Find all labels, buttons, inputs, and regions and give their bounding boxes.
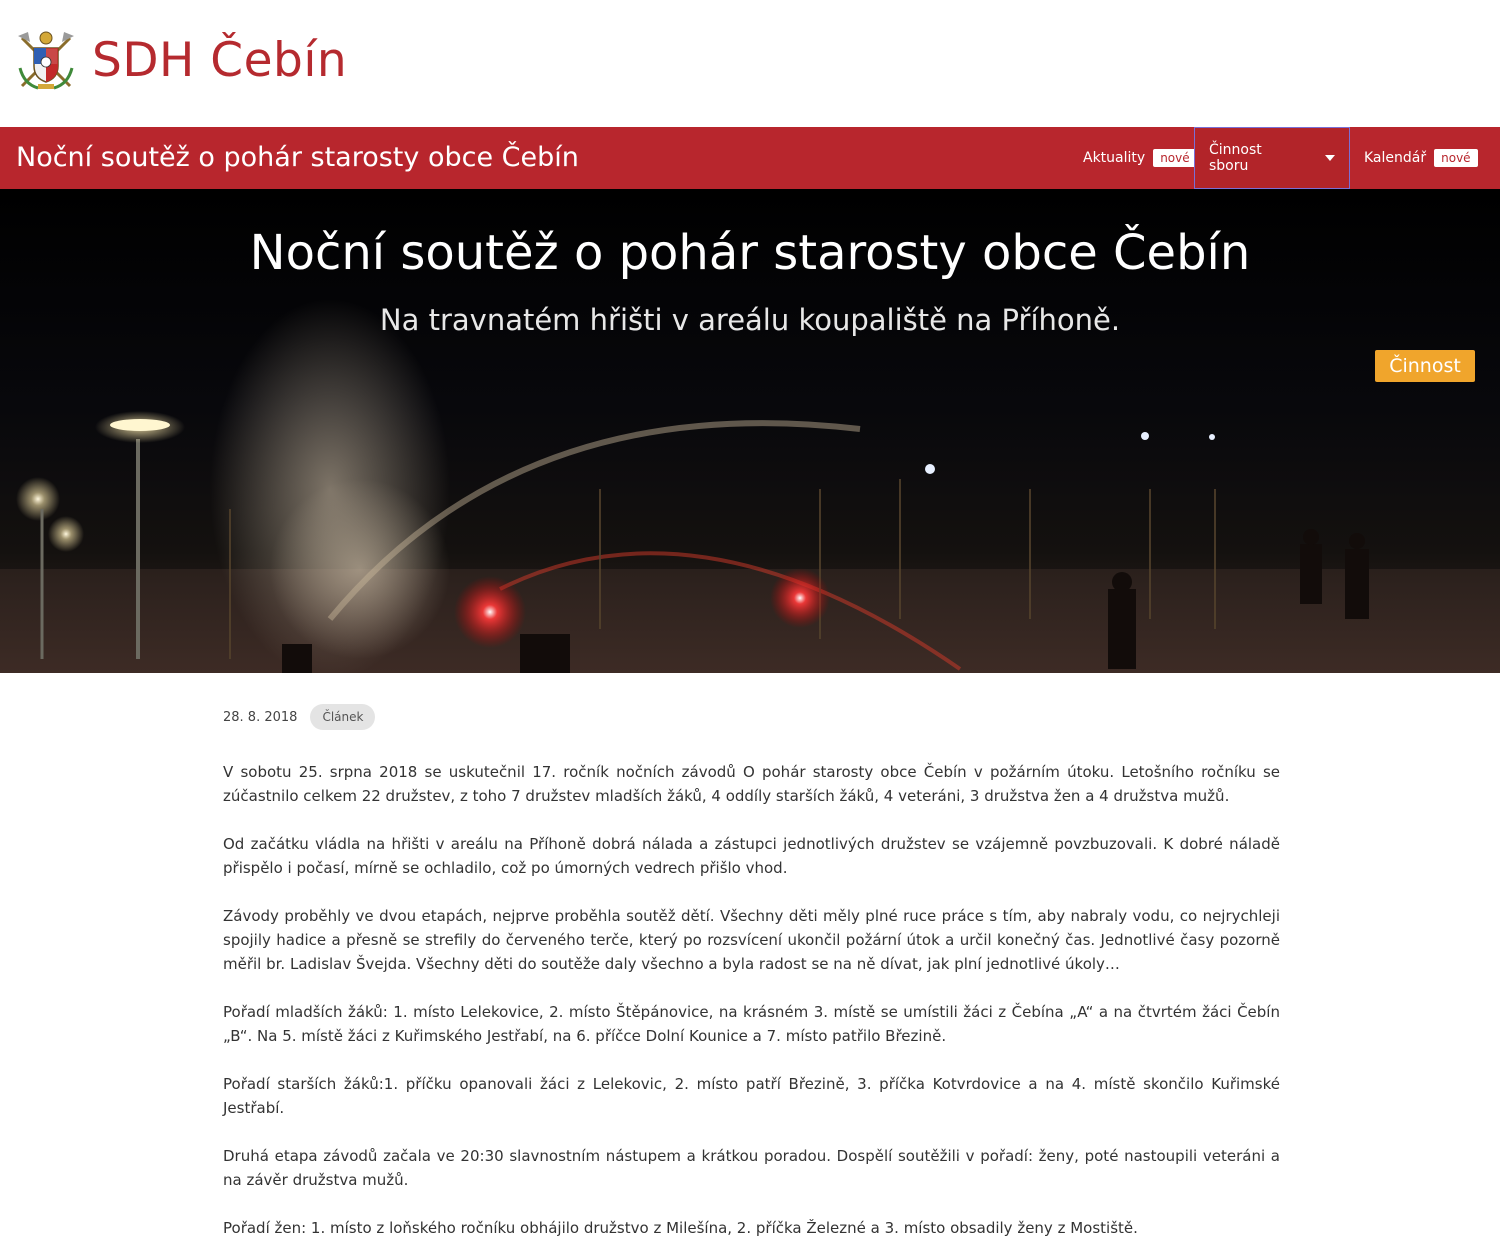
nav-item-label: Aktuality	[1083, 150, 1146, 166]
navbar-page-title: Noční soutěž o pohár starosty obce Čebín	[16, 142, 579, 173]
article-paragraph: Od začátku vládla na hřišti v areálu na Příhoně dobrá nálada a zástupci jednotlivých družstev se vzájemně povzbuzovali. K dobré náladě přispělo i počasí, mírně se ochladilo, což po úmorných vedrech přišlo vhod.	[223, 835, 1280, 877]
site-logo-link[interactable]	[14, 28, 347, 92]
article-date: 28. 8. 2018	[223, 709, 298, 725]
article-type-badge: Článek	[310, 704, 375, 730]
article-paragraph: Pořadí mladších žáků: 1. místo Lelekovice, 2. místo Štěpánovice, na krásném 3. místě se umístili žáci z Čebína „A“ a na čtvrtém žáci Čebín „B“. Na 5. místě žáci z Kuřimského Jestřabí, na 6. příčce Dolní Kounice a 7. místo patřilo Březině.	[223, 1003, 1280, 1045]
article-paragraph: Pořadí starších žáků:1. příčku opanovali žáci z Lelekovic, 2. místo patří Březině, 3. příčka Kotvrdovice a na 4. místě skončilo Kuřimské Jestřabí.	[223, 1075, 1280, 1117]
site-header	[0, 0, 1500, 127]
article-paragraph: Závody proběhly ve dvou etapách, nejprve proběhla soutěž dětí. Všechny děti měly plné ruce práce s tím, aby nabraly vodu, co nejrychleji spojily hadice a přesně se strefily do červeného terče, který po rozsvícení ukončil požární útok a určil konečný čas. Jednotlivé časy pozorně měřil br. Ladislav Švejda. Všechny děti do soutěže daly všechno a byla radost se na ně dívat, jak plní jednotlivé úkoly…	[223, 907, 1280, 973]
new-badge: nové	[1434, 149, 1477, 167]
nav-menu	[1069, 127, 1500, 189]
nav-item-label: Činnost sboru	[1209, 142, 1262, 174]
new-badge: nové	[1153, 149, 1196, 167]
category-tag-button[interactable]: Činnost	[1375, 350, 1475, 382]
nav-item-cinnost-sboru-dropdown[interactable]	[1194, 127, 1350, 189]
main-navbar	[0, 127, 1500, 189]
nav-item-aktuality[interactable]	[1069, 127, 1194, 189]
nav-item-kalendar[interactable]	[1350, 127, 1500, 189]
hero-title: Noční soutěž o pohár starosty obce Čebín	[249, 225, 1251, 281]
caret-down-icon	[1325, 155, 1335, 161]
article-body	[223, 760, 1280, 1240]
article	[223, 702, 1280, 1241]
article-meta	[223, 702, 1280, 732]
article-paragraph: Druhá etapa závodů začala ve 20:30 slavnostním nástupem a krátkou poradou. Dospělí soutěžili v pořadí: ženy, poté nastoupili veteráni a na závěr družstva mužů.	[223, 1147, 1280, 1189]
fire-brigade-emblem-icon	[14, 28, 78, 92]
article-paragraph: V sobotu 25. srpna 2018 se uskutečnil 17. ročník nočních závodů O pohár starosty obce Čebín v požárním útoku. Letošního ročníku se zúčastnilo celkem 22 družstev, z toho 7 družstev mladších žáků, 4 oddíly starších žáků, 4 veteráni, 3 družstva žen a 4 družstva mužů.	[223, 763, 1280, 805]
hero-subtitle: Na travnatém hřišti v areálu koupaliště na Příhoně.	[379, 303, 1121, 337]
hero-banner	[0, 189, 1500, 673]
site-logo-text: SDH Čebín	[92, 32, 348, 88]
article-paragraph: Pořadí žen: 1. místo z loňského ročníku obhájilo družstvo z Milešína, 2. příčka Železné a 3. místo obsadily ženy z Mostiště.	[223, 1219, 1138, 1237]
nav-item-label: Kalendář	[1364, 150, 1427, 166]
